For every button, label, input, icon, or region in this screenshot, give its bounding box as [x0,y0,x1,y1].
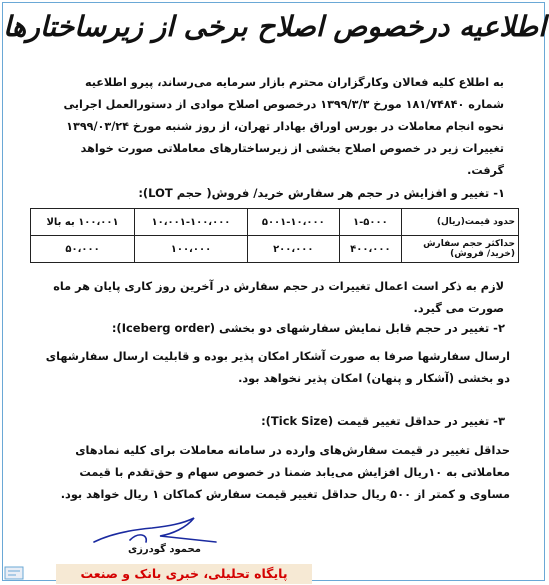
table-row-label: حداکثر حجم سفارش (خرید/ فروش) [402,236,519,263]
table-cell: ۴۰۰،۰۰۰ [339,236,401,263]
signer-name: محمود گودرزی [128,544,201,555]
table-cell: ۲۰۰،۰۰۰ [247,236,339,263]
section3-heading: ۳- تغییر در حداقل تغییر قیمت (Tick Size): [261,414,505,428]
section2-text: ارسال سفارشها صرفا به صورت آشکار امکان پذیر بوده و قابلیت ارسال سفارشهای دو بخشی (آشکار و پنهان) امکان پذیر نخواهد بود. [45,350,510,385]
section1-note: لازم به ذکر است اعمال تغییرات در حجم سفارش در آخرین روز کاری پایان هر ماه صورت می گیرد. [53,280,504,315]
lot-size-table [30,208,519,263]
table-cell: ۱۰۰،۰۰۰ [135,236,248,263]
table-cell: ۱۰۰،۰۰۱ به بالا [31,209,135,236]
table-cell: ۱-۵۰۰۰ [339,209,401,236]
source-banner: پایگاه تحلیلی، خبری بانک و صنعت [56,564,312,584]
table-cell: ۵۰۰۱-۱۰،۰۰۰ [247,209,339,236]
section2-heading: ۲- تغییر در حجم قابل نمایش سفارشهای دو بخشی (Iceberg order): [111,321,505,335]
table-cell: ۵۰،۰۰۰ [31,236,135,263]
table-cell: ۱۰،۰۰۱-۱۰۰،۰۰۰ [135,209,248,236]
table-row [31,209,519,236]
section1-heading: ۱- تغییر و افزایش در حجم هر سفارش خرید/ فروش( حجم LOT): [138,186,505,200]
page-title: اطلاعیه درخصوص اصلاح برخی از زیرساختارها [3,10,546,43]
table-row-label: حدود قیمت(ریال) [402,209,519,236]
section3-text: حداقل تغییر در قیمت سفارش‌های وارده در سامانه معاملات برای کلیه نمادهای معاملاتی به ۱۰ریال افزایش می‌یابد ضمنا در خصوص سهام و حق‌تقدم با قیمت مساوی و کمتر از ۵۰۰ ریال حداقل تغییر قیمت سفارش کماکان ۱ ریال خواهد بود. [60,444,510,501]
intro-paragraph: به اطلاع کلیه فعالان وکارگزاران محترم بازار سرمایه می‌رساند، پیرو اطلاعیه شماره ۱۸۱/۷۴۸۴۰ مورخ ۱۳۹۹/۳/۳ درخصوص اصلاح موادی از دستورالعمل اجرایی نحوه انجام معاملات در بورس اوراق بهادار تهران، از روز شنبه مورخ ۱۳۹۹/۰۳/۲۴ تغییرات زیر در خصوص اصلاح بخشی از زیرساختارهای معاملاتی صورت خواهد گرفت. [63,76,504,177]
document-icon [4,566,24,580]
table-row [31,236,519,263]
